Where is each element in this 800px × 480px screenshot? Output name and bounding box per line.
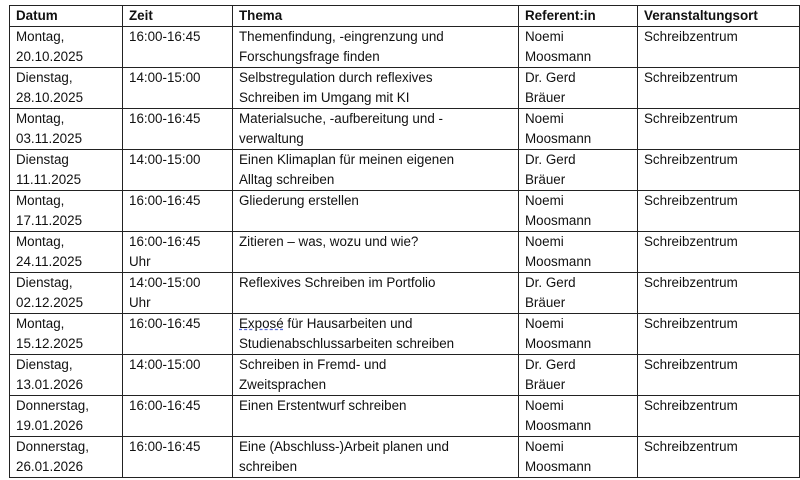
speaker-cell-line: Bräuer	[525, 295, 566, 310]
speaker-cell	[519, 27, 638, 68]
speaker-cell-line: Noemi	[525, 193, 564, 208]
date-cell	[10, 150, 123, 191]
topic-cell-line: Schreiben im Umgang mit KI	[239, 90, 410, 105]
time-cell-line: 16:00-16:45	[129, 111, 201, 126]
date-cell	[10, 437, 123, 478]
speaker-cell-line: Moosmann	[525, 459, 592, 474]
header-datum: Datum	[10, 6, 123, 27]
time-cell	[123, 273, 233, 314]
schedule-container	[9, 5, 800, 478]
speaker-cell	[519, 314, 638, 355]
speaker-cell-line: Dr. Gerd	[525, 152, 576, 167]
venue-cell	[638, 355, 800, 396]
topic-cell	[233, 437, 519, 478]
topic-cell-line: Eine (Abschluss-)Arbeit planen und	[239, 439, 449, 454]
speaker-cell-line: Bräuer	[525, 377, 566, 392]
schedule-table	[9, 5, 800, 478]
topic-cell-line: Reflexives Schreiben im Portfolio	[239, 275, 436, 290]
speaker-cell-line: Dr. Gerd	[525, 357, 576, 372]
date-cell-line: 24.11.2025	[16, 254, 83, 269]
topic-cell-line: Schreiben in Fremd- und	[239, 357, 387, 372]
table-row	[10, 150, 800, 191]
topic-cell-line: Einen Klimaplan für meinen eigenen	[239, 152, 455, 167]
header-zeit: Zeit	[123, 6, 233, 27]
date-cell-line: 13.01.2026	[16, 377, 84, 392]
speaker-cell-line: Noemi	[525, 111, 564, 126]
date-cell-line: Dienstag,	[16, 275, 73, 290]
venue-cell-line: Schreibzentrum	[644, 398, 738, 413]
topic-cell	[233, 355, 519, 396]
venue-cell	[638, 396, 800, 437]
speaker-cell-line: Moosmann	[525, 336, 592, 351]
speaker-cell-line: Dr. Gerd	[525, 275, 576, 290]
speaker-cell-line: Noemi	[525, 29, 564, 44]
venue-cell	[638, 232, 800, 273]
topic-cell-line: Zweitsprachen	[239, 377, 327, 392]
topic-cell-line: Materialsuche, -aufbereitung und -	[239, 111, 443, 126]
topic-cell-line: Zitieren – was, wozu und wie?	[239, 234, 419, 249]
header-referentin: Referent:in	[519, 6, 638, 27]
topic-cell	[233, 109, 519, 150]
date-cell-line: 02.12.2025	[16, 295, 84, 310]
speaker-cell-line: Noemi	[525, 398, 564, 413]
speaker-cell-line: Bräuer	[525, 90, 566, 105]
speaker-cell-line: Moosmann	[525, 49, 592, 64]
speaker-cell	[519, 396, 638, 437]
table-body	[10, 27, 800, 478]
date-cell-line: Montag,	[16, 29, 65, 44]
venue-cell	[638, 150, 800, 191]
venue-cell-line: Schreibzentrum	[644, 439, 738, 454]
speaker-cell-line: Dr. Gerd	[525, 70, 576, 85]
time-cell-line: 14:00-15:00	[129, 275, 201, 290]
venue-cell	[638, 68, 800, 109]
venue-cell-line: Schreibzentrum	[644, 70, 738, 85]
venue-cell-line: Schreibzentrum	[644, 152, 738, 167]
table-row	[10, 68, 800, 109]
date-cell	[10, 232, 123, 273]
venue-cell	[638, 314, 800, 355]
date-cell-line: Donnerstag,	[16, 398, 89, 413]
date-cell-line: Dienstag	[16, 152, 69, 167]
time-cell	[123, 396, 233, 437]
date-cell-line: Dienstag,	[16, 357, 73, 372]
venue-cell-line: Schreibzentrum	[644, 357, 738, 372]
date-cell	[10, 355, 123, 396]
topic-cell-line: Selbstregulation durch reflexives	[239, 70, 433, 85]
date-cell	[10, 27, 123, 68]
date-cell-line: 15.12.2025	[16, 336, 84, 351]
table-row	[10, 314, 800, 355]
time-cell	[123, 68, 233, 109]
date-cell-line: 11.11.2025	[16, 172, 82, 187]
speaker-cell-line: Noemi	[525, 234, 564, 249]
speaker-cell	[519, 273, 638, 314]
table-row	[10, 27, 800, 68]
time-cell-line: 16:00-16:45	[129, 439, 201, 454]
speaker-cell	[519, 232, 638, 273]
venue-cell	[638, 109, 800, 150]
time-cell-line: 16:00-16:45	[129, 29, 201, 44]
time-cell-line: 16:00-16:45	[129, 316, 201, 331]
venue-cell	[638, 191, 800, 232]
speaker-cell-line: Moosmann	[525, 254, 592, 269]
time-cell	[123, 109, 233, 150]
table-row	[10, 109, 800, 150]
time-cell	[123, 314, 233, 355]
header-row	[10, 6, 800, 27]
topic-cell-line: schreiben	[239, 459, 298, 474]
date-cell-line: Dienstag,	[16, 70, 73, 85]
topic-cell-line: Exposé für Hausarbeiten und	[239, 316, 413, 331]
topic-cell-line: Alltag schreiben	[239, 172, 335, 187]
venue-cell-line: Schreibzentrum	[644, 275, 738, 290]
date-cell	[10, 191, 123, 232]
topic-cell-line: Einen Erstentwurf schreiben	[239, 398, 407, 413]
table-row	[10, 396, 800, 437]
date-cell	[10, 396, 123, 437]
venue-cell-line: Schreibzentrum	[644, 29, 738, 44]
header-thema: Thema	[233, 6, 519, 27]
date-cell	[10, 68, 123, 109]
venue-cell	[638, 437, 800, 478]
date-cell-line: 03.11.2025	[16, 131, 83, 146]
speaker-cell-line: Bräuer	[525, 172, 566, 187]
date-cell-line: Montag,	[16, 234, 65, 249]
spellcheck-word: Exposé	[239, 316, 284, 331]
date-cell-line: Montag,	[16, 111, 65, 126]
venue-cell	[638, 27, 800, 68]
speaker-cell-line: Moosmann	[525, 418, 592, 433]
topic-cell-line: Forschungsfrage finden	[239, 49, 380, 64]
venue-cell-line: Schreibzentrum	[644, 193, 738, 208]
date-cell	[10, 314, 123, 355]
speaker-cell	[519, 68, 638, 109]
date-cell-line: 19.01.2026	[16, 418, 84, 433]
topic-cell-line: Studienabschlussarbeiten schreiben	[239, 336, 455, 351]
speaker-cell	[519, 191, 638, 232]
date-cell	[10, 273, 123, 314]
speaker-cell-line: Moosmann	[525, 213, 592, 228]
time-cell	[123, 150, 233, 191]
speaker-cell-line: Noemi	[525, 439, 564, 454]
topic-cell	[233, 191, 519, 232]
time-cell-line: Uhr	[129, 295, 151, 310]
topic-cell	[233, 232, 519, 273]
speaker-cell-line: Moosmann	[525, 131, 592, 146]
speaker-cell	[519, 355, 638, 396]
topic-cell	[233, 68, 519, 109]
time-cell	[123, 355, 233, 396]
topic-cell	[233, 27, 519, 68]
topic-cell-line: Gliederung erstellen	[239, 193, 359, 208]
topic-cell	[233, 396, 519, 437]
header-veranstaltungsort: Veranstaltungsort	[638, 6, 800, 27]
date-cell	[10, 109, 123, 150]
date-cell-line: 20.10.2025	[16, 49, 84, 64]
table-row	[10, 437, 800, 478]
time-cell-line: 16:00-16:45	[129, 398, 201, 413]
venue-cell-line: Schreibzentrum	[644, 111, 738, 126]
venue-cell-line: Schreibzentrum	[644, 234, 738, 249]
speaker-cell	[519, 437, 638, 478]
topic-cell-line: Themenfindung, -eingrenzung und	[239, 29, 444, 44]
time-cell	[123, 27, 233, 68]
topic-cell	[233, 273, 519, 314]
time-cell-line: 14:00-15:00	[129, 357, 201, 372]
date-cell-line: 26.01.2026	[16, 459, 84, 474]
date-cell-line: 17.11.2025	[16, 213, 83, 228]
topic-cell-line: verwaltung	[239, 131, 304, 146]
time-cell-line: 14:00-15:00	[129, 70, 201, 85]
date-cell-line: Montag,	[16, 193, 65, 208]
time-cell	[123, 232, 233, 273]
table-row	[10, 191, 800, 232]
table-row	[10, 232, 800, 273]
date-cell-line: 28.10.2025	[16, 90, 84, 105]
topic-cell	[233, 314, 519, 355]
speaker-cell	[519, 109, 638, 150]
speaker-cell-line: Noemi	[525, 316, 564, 331]
table-row	[10, 355, 800, 396]
time-cell	[123, 191, 233, 232]
time-cell-line: 16:00-16:45	[129, 193, 201, 208]
time-cell-line: 14:00-15:00	[129, 152, 201, 167]
date-cell-line: Donnerstag,	[16, 439, 89, 454]
topic-cell	[233, 150, 519, 191]
time-cell	[123, 437, 233, 478]
time-cell-line: Uhr	[129, 254, 151, 269]
date-cell-line: Montag,	[16, 316, 65, 331]
time-cell-line: 16:00-16:45	[129, 234, 201, 249]
venue-cell	[638, 273, 800, 314]
speaker-cell	[519, 150, 638, 191]
table-row	[10, 273, 800, 314]
venue-cell-line: Schreibzentrum	[644, 316, 738, 331]
